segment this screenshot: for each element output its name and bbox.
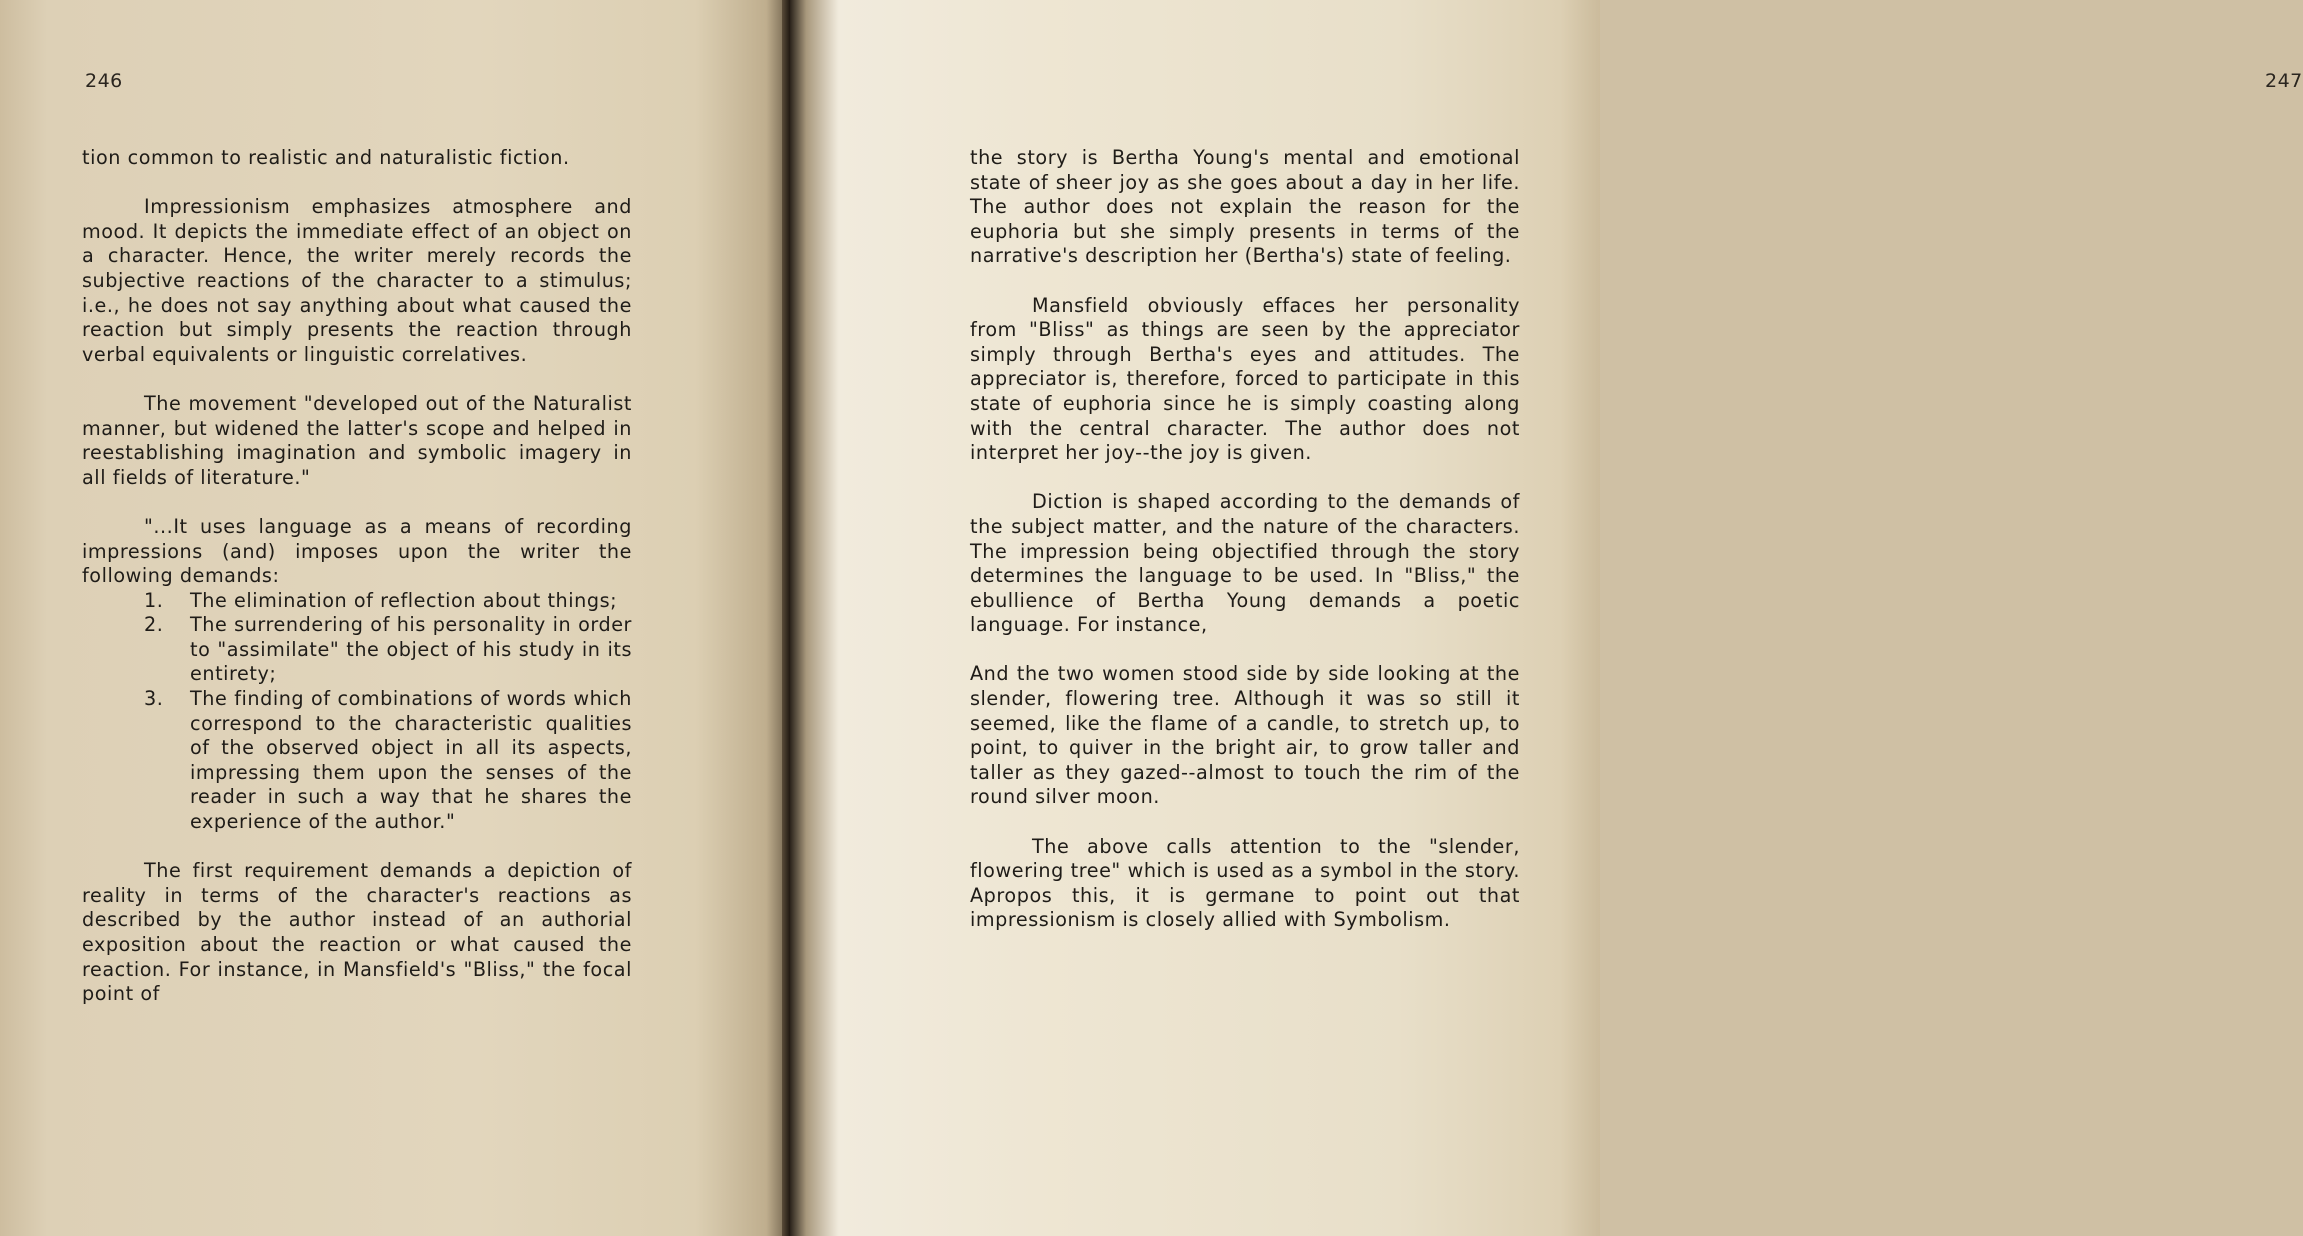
page-number-right: 247 xyxy=(2265,70,2303,92)
paragraph: Diction is shaped according to the demands of the subject matter, and the nature of the characters. The impression being objectified through the story determines the language to be used. In "Bliss," the ebullience of Bertha Young demands a poetic language. For instance, xyxy=(970,490,1520,637)
list-item xyxy=(82,687,632,835)
left-page xyxy=(0,0,790,1236)
list-item-text: The elimination of reflection about things; xyxy=(190,588,618,612)
paragraph: The first requirement demands a depiction of reality in terms of the character's reactions as described by the author instead of an authorial exposition about the reaction or what caused the reaction. For instance, in Mansfield's "Bliss," the focal point of xyxy=(82,859,632,1006)
list-item xyxy=(82,613,632,687)
right-page-text xyxy=(970,146,1520,933)
paragraph: Impressionism emphasizes atmosphere and mood. It depicts the immediate effect of an object on a character. Hence, the writer merely records the subjective reactions of the character to a stimulus; i.e., he does not say anything about what caused the reaction but simply presents the reaction through verbal equivalents or linguistic correlatives. xyxy=(82,195,632,366)
left-page-text xyxy=(82,146,632,1007)
paragraph: tion common to realistic and naturalistic fiction. xyxy=(82,146,570,169)
quote-paragraph: "...It uses language as a means of recording impressions (and) imposes upon the writer the following demands: xyxy=(82,514,632,588)
list-item xyxy=(82,589,632,614)
page-number-left: 246 xyxy=(85,70,123,92)
paragraph: The above calls attention to the "slender, flowering tree" which is used as a symbol in the story. Apropos this, it is germane to point out that impressionism is closely allied with Symbolism. xyxy=(970,834,1520,932)
block-quote: And the two women stood side by side looking at the slender, flowering tree. Although it was so still it seemed, like the flame of a candle, to stretch up, to point, to quiver in the bright air, to grow taller and taller as they gazed--almost to touch the rim of the round silver moon. xyxy=(970,662,1520,809)
list-number: 3. xyxy=(144,687,164,711)
list-number: 1. xyxy=(144,588,164,612)
demands-list xyxy=(82,589,632,835)
quote-paragraph: The movement "developed out of the Naturalist manner, but widened the latter's scope and helped in reestablishing imagination and symbolic imagery in all fields of literature." xyxy=(82,391,632,489)
list-number: 2. xyxy=(144,613,164,637)
list-item-text: The surrendering of his personality in order to "assimilate" the object of his study in its entirety; xyxy=(190,613,632,686)
paragraph: the story is Bertha Young's mental and emotional state of sheer joy as she goes about a day in her life. The author does not explain the reason for the euphoria but she simply presents in terms of the narrative's description her (Bertha's) state of feeling. xyxy=(970,146,1520,268)
paragraph: Mansfield obviously effaces her personality from "Bliss" as things are seen by the appreciator simply through Bertha's eyes and attitudes. The appreciator is, therefore, forced to participate in this state of euphoria since he is simply coasting along with the central character. The author does not interpret her joy--the joy is given. xyxy=(970,293,1520,465)
list-item-text: The finding of combinations of words which correspond to the characteristic qualities of the observed object in all its aspects, impressing them upon the senses of the reader in such a way that he shares the experience of the author." xyxy=(190,687,632,834)
